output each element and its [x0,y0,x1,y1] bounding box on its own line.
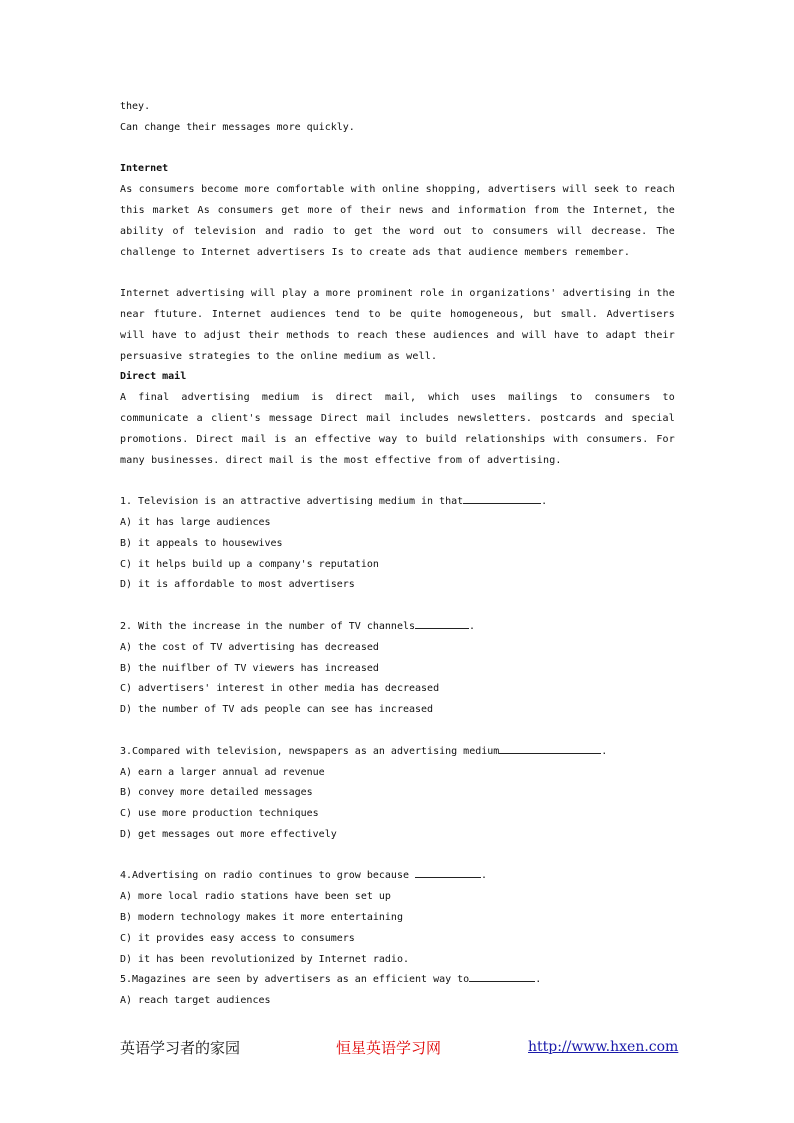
question-stem: 4.Advertising on radio continues to grow because . [120,866,675,887]
answer-option: A) it has large audiences [120,516,271,528]
footer-site-name: 恒星英语学习网 [336,1039,442,1057]
answer-blank[interactable] [415,617,469,629]
question-stem: 5.Magazines are seen by advertisers as an efficient way to . [120,970,675,991]
answer-option: A) reach target audiences [120,995,271,1007]
answer-blank[interactable] [469,970,535,982]
text-line: they. [120,101,151,112]
answer-option: B) convey more detailed messages [120,787,313,799]
answer-option: D) get messages out more effectively [120,828,337,840]
section-heading: Direct mail [120,371,187,383]
question-stem: 2. With the increase in the number of TV channels . [120,617,675,638]
page-footer [0,1037,794,1061]
answer-option: C) it provides easy access to consumers [120,932,355,944]
answer-blank[interactable] [499,742,601,754]
answer-option: A) more local radio stations have been set up [120,891,391,903]
answer-option: D) the number of TV ads people can see has increased [120,704,434,716]
text-line: Can change their messages more quickly. [120,121,355,133]
answer-option: D) it has been revolutionized by Internet radio. [120,953,409,965]
answer-blank[interactable] [415,866,481,878]
answer-blank[interactable] [463,492,541,504]
answer-option: D) it is affordable to most advertisers [120,579,355,591]
question-stem: 3.Compared with television, newspapers as an advertising medium . [120,742,675,763]
answer-option: C) it helps build up a company's reputation [120,558,379,570]
answer-option: C) use more production techniques [120,808,319,820]
answer-option: A) earn a larger annual ad revenue [120,766,325,778]
question-stem: 1. Television is an attractive advertising medium in that . [120,492,675,513]
answer-option: A) the cost of TV advertising has decreased [120,641,379,653]
paragraph: As consumers become more comfortable with online shopping, advertisers will seek to reach this market As consumers get more of their news and information from the Internet, the ability of television and radio to get the word out to consumers will decrease. The challenge to Internet advertisers Is to create ads that audience members remember. [120,184,675,258]
document-body [120,97,675,1012]
footer-site-slogan: 英语学习者的家园 [120,1039,241,1057]
section-heading: Internet [120,163,169,175]
answer-option: B) the nuiflber of TV viewers has increased [120,662,379,674]
answer-option: B) it appeals to housewives [120,537,283,549]
paragraph: Internet advertising will play a more prominent role in organizations' advertising in the near ftuture. Internet audiences tend to be quite homogeneous, but small. Advertisers will have to adjust their methods to reach these audiences and will have to adapt their persuasive strategies to the online medium as well. [120,288,675,362]
footer-site-link[interactable]: http://www.hxen.com [528,1039,679,1055]
answer-option: C) advertisers' interest in other media has decreased [120,683,440,695]
answer-option: B) modern technology makes it more entertaining [120,912,403,924]
paragraph: A final advertising medium is direct mail, which uses mailings to consumers to communicate a client's message Direct mail includes newsletters. postcards and special promotions. Direct mail is an effective way to build relationships with consumers. For many businesses. direct mail is the most effective from of advertising. [120,392,675,466]
